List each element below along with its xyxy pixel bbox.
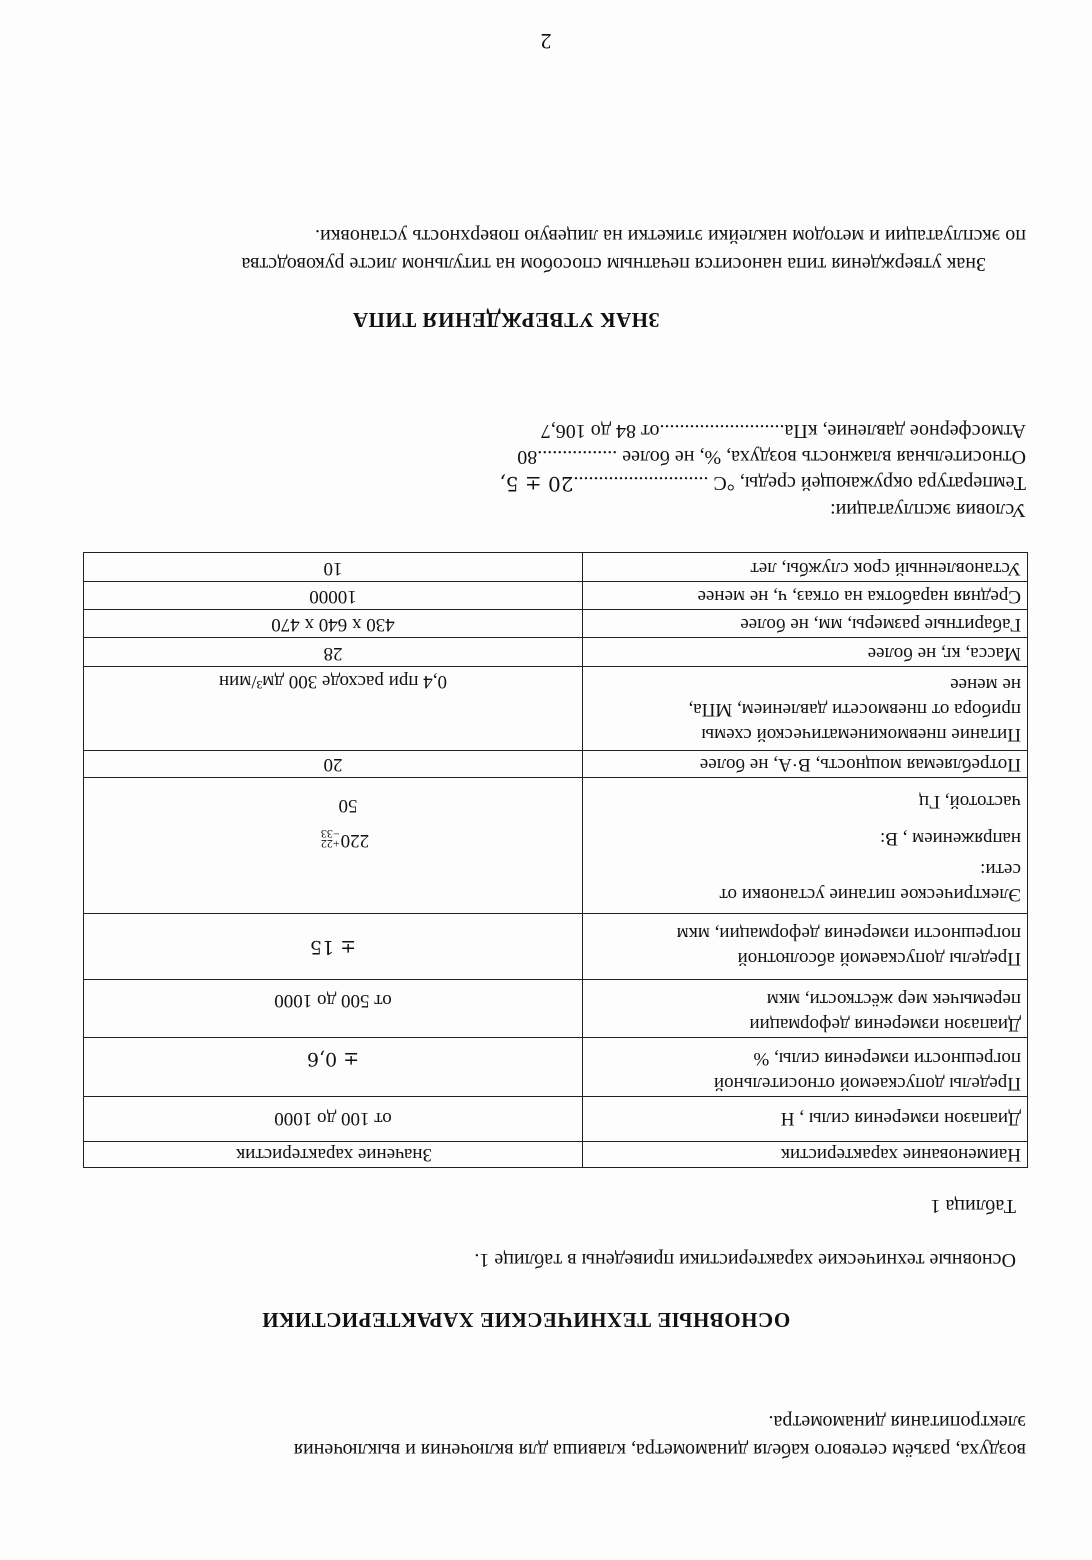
row-name-line: Диапазон измерения деформации [749,1014,1021,1035]
table-caption: Таблица 1 [930,1195,1016,1217]
continuation-paragraph [86,1408,1026,1464]
header-name: Наименование характеристик [583,1142,1028,1168]
row-name: Диапазон измерения силы , Н [780,1108,1021,1130]
table-row [84,778,1028,914]
voltage-tolerance [320,827,340,852]
row-value: 430 х 640 х 470 [271,614,395,635]
row-name-line: перемычек мер жёсткости, мкм [766,989,1021,1010]
row-name-line: Пределы допускаемой абсолютной [737,948,1021,969]
voltage-value [90,828,600,853]
table-row [84,638,1028,667]
operating-conditions [499,418,1026,523]
approval-line-2: по эксплуатации и методом наклейки этикетки на лицевую поверхность установки. [315,225,1026,247]
table-header-row [84,1142,1028,1168]
row-value: 20 [323,754,343,775]
row-value: 10000 [309,586,357,607]
row-name: Установленный срок службы, лет [750,558,1021,579]
row-name: Средняя наработка на отказ, ч, не менее [697,586,1021,607]
table-row [84,751,1028,778]
row-name-line: Электрическое питание установки от [719,884,1021,905]
table-row [84,1038,1028,1097]
row-value: от 500 до 1000 [274,990,392,1011]
row-name-line: напряжением , В: [879,828,1021,849]
approval-paragraph [86,222,1026,278]
row-value: 10 [323,558,343,579]
specs-heading: ОСНОВНЫЕ ТЕХНИЧЕСКИЕ ХАРАКТЕРИСТИКИ [261,1308,791,1332]
condition-pressure: Атмосферное давление, кПа.........................от 84 до 106,7 [540,420,1026,442]
row-name: Потребляемая мощность, В·А, не более [699,754,1021,775]
approval-line-1: Знак утверждения типа наносится печатным способом на титульном листе руководства [241,253,986,275]
specs-table [83,552,1028,1168]
page-number: 2 [540,29,552,54]
frequency-value: 50 [338,795,358,816]
conditions-title: Условия эксплуатации: [830,499,1026,521]
continuation-line-2: электропитания динамометра. [768,1411,1026,1433]
row-value: 28 [323,643,343,664]
specs-intro: Основные технические характеристики приведены в таблице 1. [474,1249,1016,1271]
condition-temperature: Температура окружающей среды, °С ...........................20 ± 5, [499,472,1026,496]
row-value: ± 15 [309,936,357,958]
row-value: от 100 до 1000 [274,1108,392,1130]
row-name-line: не менее [950,674,1021,695]
table-row [84,1097,1028,1142]
table-row [84,980,1028,1038]
continuation-line-1: воздуха, разъём сетевого кабеля динамометра, клавиша для включения и выключения [293,1439,1026,1461]
row-name-line: Пределы допускаемой относительной [713,1073,1021,1094]
table-row [84,610,1028,638]
header-value: Значение характеристик [84,1142,583,1168]
row-name-line: прибора от пневмосети давлением, МПа, [688,699,1021,720]
row-name-line: погрешности измерения деформации, мкм [676,923,1021,944]
table-row [84,667,1028,751]
row-name-line: погрешности измерения силы, % [753,1048,1021,1069]
table-row [84,914,1028,980]
row-name: Габаритные размеры, мм, не более [740,614,1021,635]
row-value: ± 0,6 [306,1048,360,1070]
row-name-line: сети: [980,859,1021,880]
row-name-line: Питание пневмокинематической схемы [701,724,1021,745]
row-name: Масса, кг, не более [867,643,1021,664]
approval-heading: ЗНАК УТВЕРЖДЕНИЯ ТИПА [352,308,660,332]
voltage-minus: −33 [320,827,340,842]
table-row [84,553,1028,582]
condition-humidity: Относительная влажность воздуха, %, не более ................80 [517,446,1026,468]
voltage-plus: +22 [320,837,340,852]
table-row [84,582,1028,610]
row-value: 0,4 при расходе 300 дм³/мин [218,671,447,692]
voltage-nominal: 220 [340,830,370,851]
row-name-line: частотой, Гц [918,791,1021,812]
